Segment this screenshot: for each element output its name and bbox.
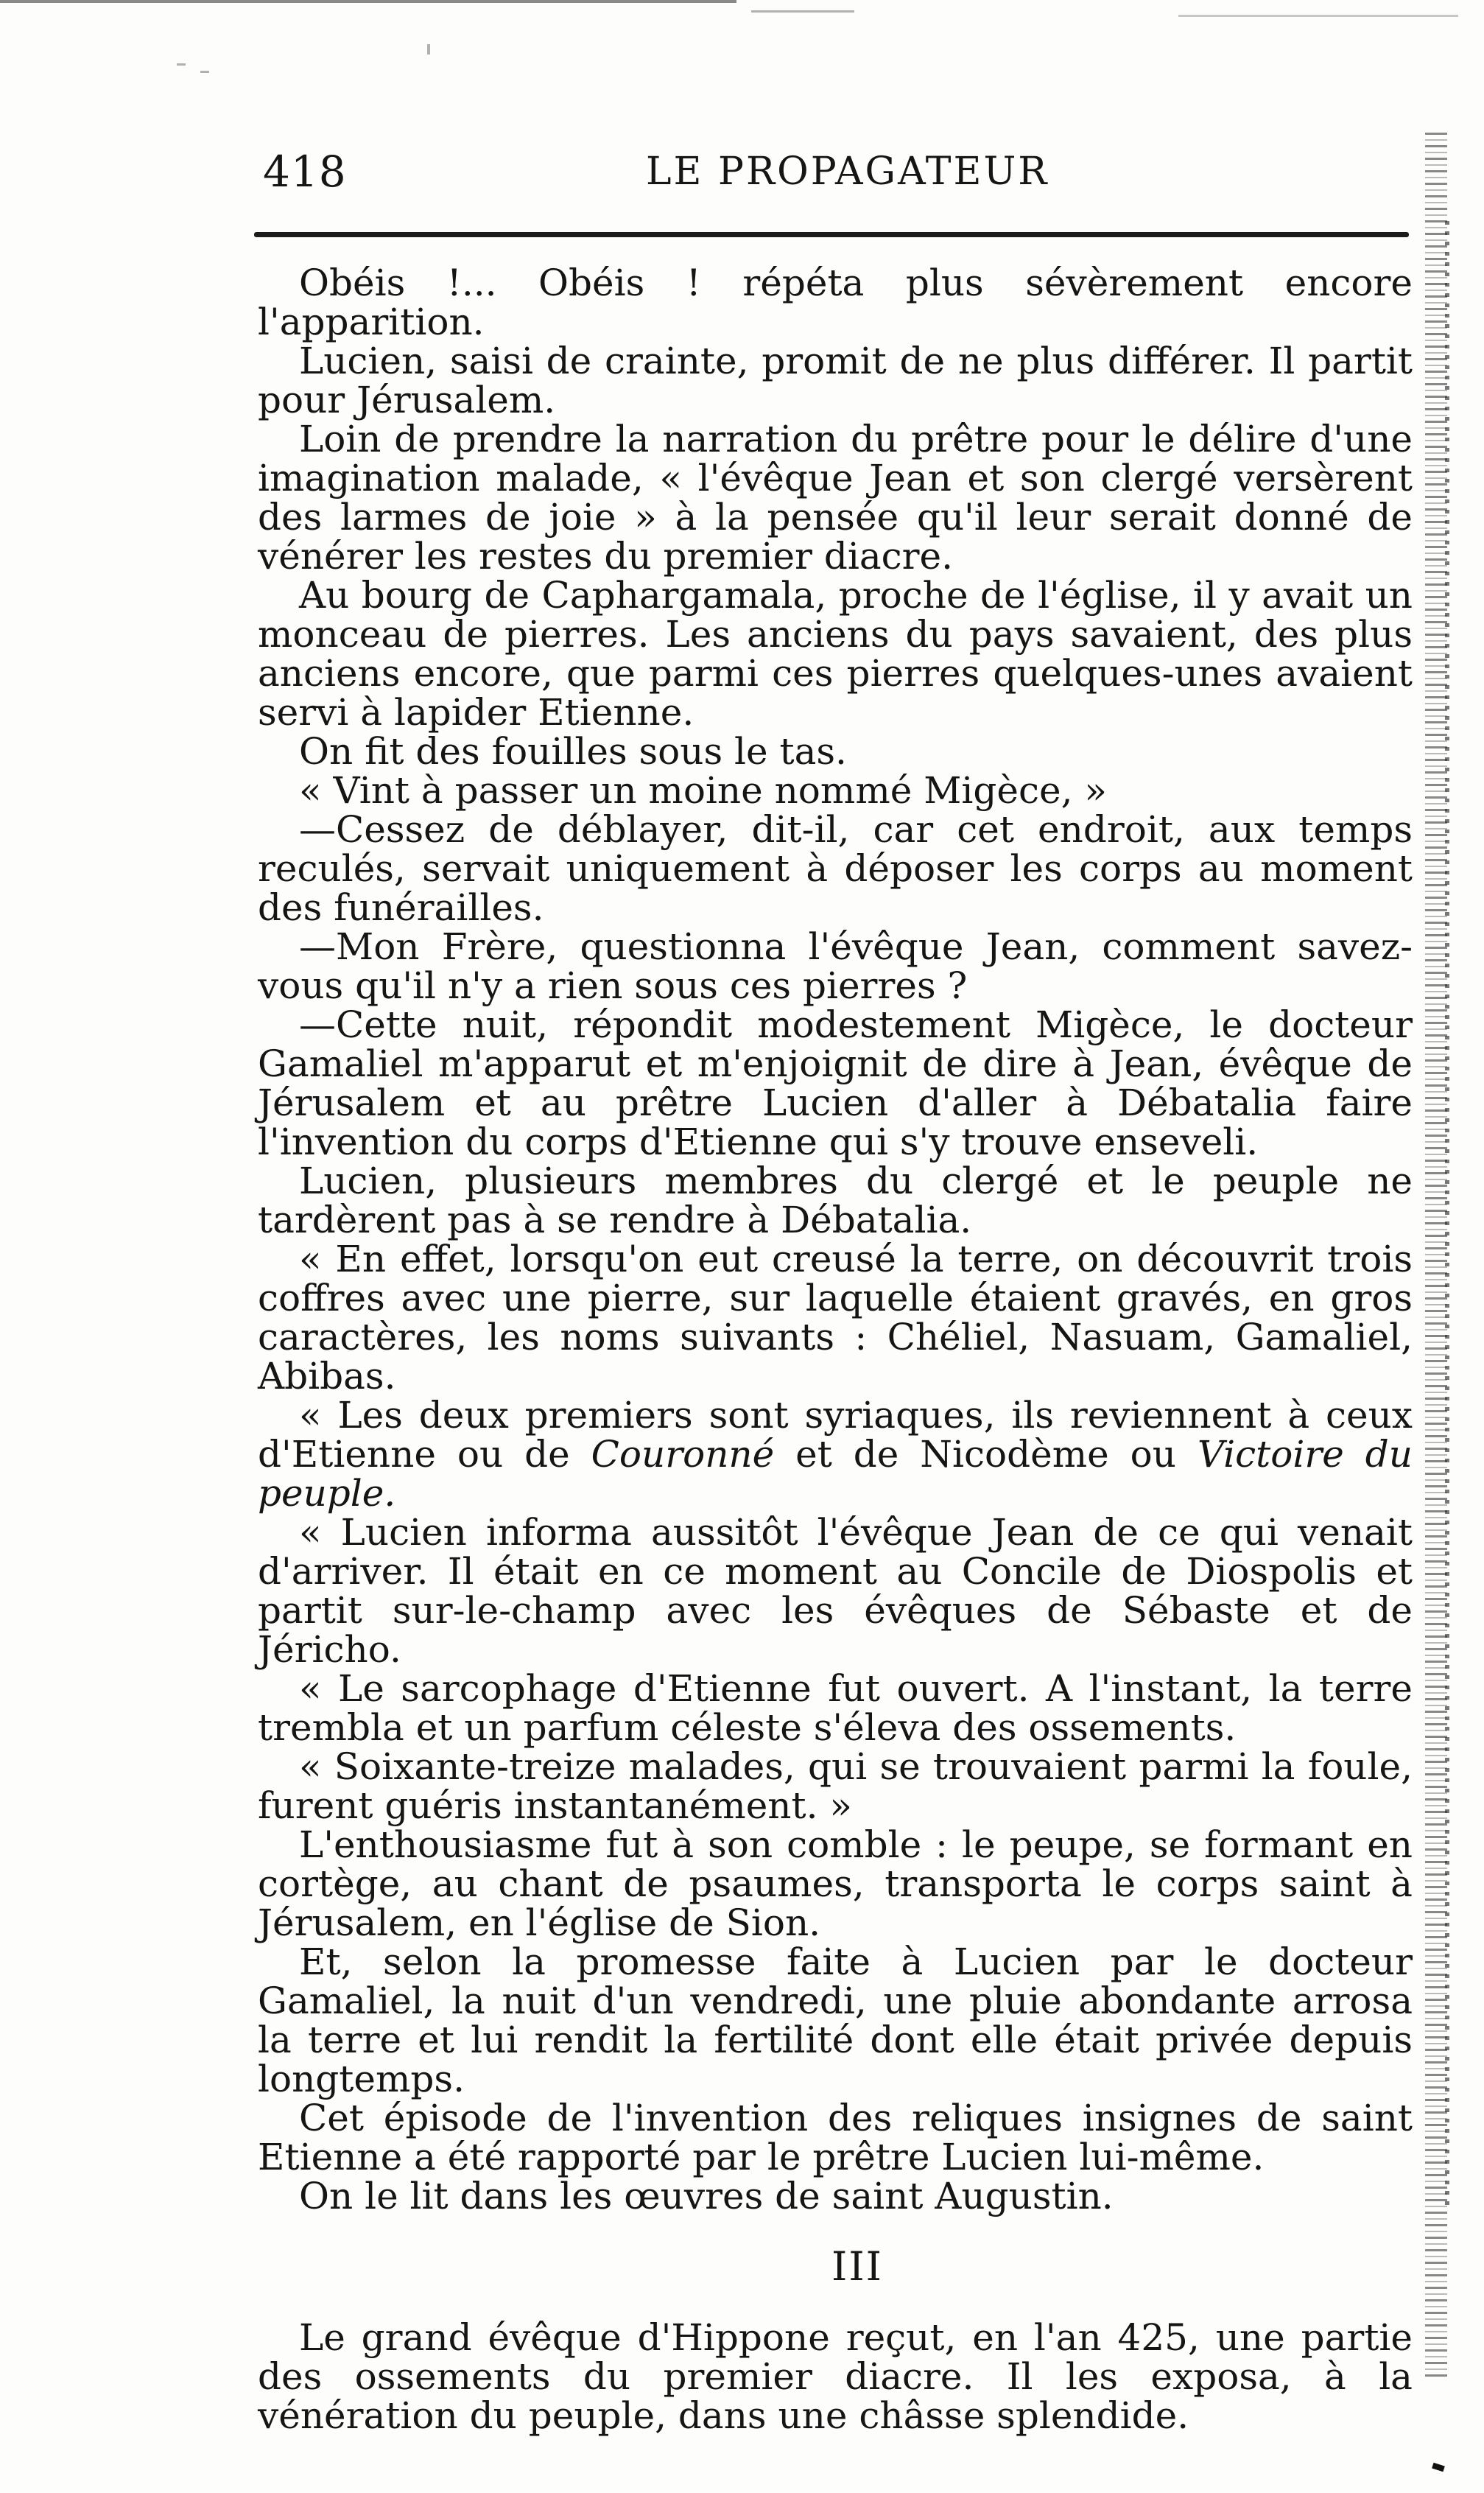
italic-term: Victoire du peuple. — [258, 1433, 1413, 1515]
header-rule — [254, 232, 1409, 237]
paragraph: —Mon Frère, questionna l'évêque Jean, comment savez-vous qu'il n'y a rien sous ces pierres ? — [258, 925, 1413, 1007]
running-title: LE PROPAGATEUR — [646, 150, 1049, 194]
paragraph: « En effet, lorsqu'on eut creusé la terre, on découvrit trois coffres avec une pierre, sur laquelle étaient gravés, en gros caractères, les noms suivants : Chéliel, Nasuam, Gamaliel, Abibas. — [258, 1238, 1413, 1398]
scan-artifact-top — [0, 0, 736, 10]
paragraph: « Soixante-treize malades, qui se trouvaient parmi la foule, furent guéris instantanément. » — [258, 1745, 1413, 1827]
italic-term: Couronné — [591, 1433, 775, 1476]
page-number: 418 — [263, 147, 347, 197]
running-header — [263, 146, 1397, 197]
scan-speck — [427, 44, 430, 55]
page-binding-edge — [1425, 133, 1447, 2380]
page-binding-edge-inner — [1445, 221, 1449, 2210]
paragraph: « Le sarcophage d'Etienne fut ouvert. A l'instant, la terre trembla et un parfum céleste s'éleva des ossements. — [258, 1667, 1413, 1749]
paragraph: —Cessez de déblayer, dit-il, car cet endroit, aux temps reculés, servait uniquement à déposer les corps au moment des funérailles. — [258, 808, 1413, 929]
scan-speck — [200, 71, 209, 73]
paragraph: On le lit dans les œuvres de saint Augustin. — [299, 2175, 1114, 2217]
paragraph: Et, selon la promesse faite à Lucien par le docteur Gamaliel, la nuit d'un vendredi, une pluie abondante arrosa la terre et lui rendit la fertilité dont elle était privée depuis longtemps. — [258, 1940, 1413, 2100]
paragraph: On fit des fouilles sous le tas. — [299, 730, 847, 773]
paragraph: « Vint à passer un moine nommé Migèce, » — [299, 769, 1107, 812]
scan-artifact-top-3 — [1178, 15, 1458, 17]
section-heading: III — [831, 2243, 883, 2290]
paragraph: Lucien, plusieurs membres du clergé et le peuple ne tardèrent pas à se rendre à Débatalia. — [258, 1160, 1413, 1241]
paragraph-text: et de Nicodème ou — [774, 1433, 1198, 1476]
paragraph — [258, 1396, 1413, 1513]
scan-corner-mark — [1432, 2463, 1445, 2472]
paragraph: Loin de prendre la narration du prêtre pour le délire d'une imagination malade, « l'évêque Jean et son clergé versèrent des larmes de joie » à la pensée qu'il leur serait donné de vénérer les restes du premier diacre. — [258, 418, 1413, 578]
paragraph: Cet épisode de l'invention des reliques insignes de saint Etienne a été rapporté par le prêtre Lucien lui-même. — [258, 2097, 1413, 2178]
scan-artifact-top-2 — [751, 10, 854, 13]
paragraph: Lucien, saisi de crainte, promit de ne plus différer. Il partit pour Jérusalem. — [258, 340, 1413, 421]
paragraph: Obéis !... Obéis ! répéta plus sévèrement encore l'apparition. — [258, 262, 1413, 343]
paragraph: L'enthousiasme fut à son comble : le peupe, se formant en cortège, au chant de psaumes, transporta le corps saint à Jérusalem, en l'église de Sion. — [258, 1823, 1413, 1944]
article-body — [258, 264, 1413, 2436]
paragraph: —Cette nuit, répondit modestement Migèce, le docteur Gamaliel m'apparut et m'enjoignit de dire à Jean, évêque de Jérusalem et au prêtre Lucien d'aller à Débatalia faire l'invention du corps d'Etienne qui s'y trouve enseveli. — [258, 1003, 1413, 1163]
paragraph: « Lucien informa aussitôt l'évêque Jean de ce qui venait d'arriver. Il était en ce moment au Concile de Diospolis et partit sur-le-champ avec les évêques de Sébaste et de Jéricho. — [258, 1511, 1413, 1671]
paragraph: Au bourg de Caphargamala, proche de l'église, il y avait un monceau de pierres. Les anciens du pays savaient, des plus anciens encore, que parmi ces pierres quelques-unes avaient servi à lapider Etienne. — [258, 574, 1413, 734]
scan-speck — [177, 63, 186, 66]
paragraph: Le grand évêque d'Hippone reçut, en l'an 425, une partie des ossements du premier diacre. Il les exposa, à la vénération du peuple, dans une châsse splendide. — [258, 2316, 1413, 2437]
paragraph-text: « Les deux premiers sont syriaques, ils reviennent à ceux d'Etienne ou de — [258, 1394, 1413, 1476]
